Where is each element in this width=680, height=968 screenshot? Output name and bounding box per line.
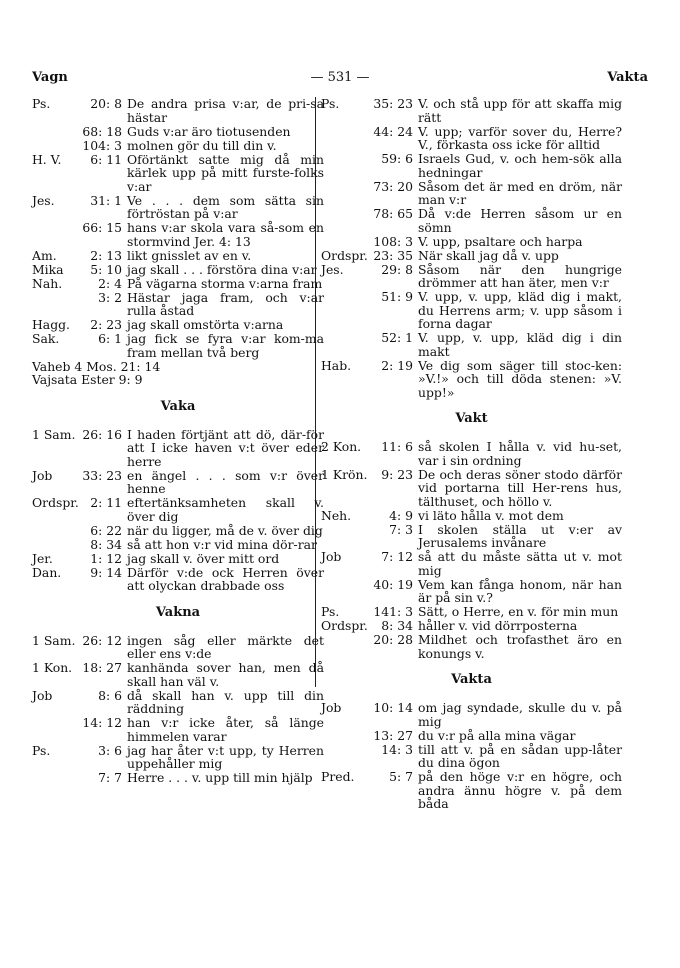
- verse-ref: 3: 2: [98, 289, 122, 305]
- book-abbrev: Job: [32, 467, 53, 483]
- concordance-entry: [321, 729, 622, 743]
- verse-ref: 2: 4: [98, 275, 122, 291]
- concordance-entry: [321, 97, 622, 124]
- book-abbrev: Ps.: [32, 96, 51, 111]
- concordance-entry: [32, 524, 324, 538]
- verse-ref: 10: 14: [373, 700, 413, 715]
- verse-ref: 2: 19: [381, 357, 413, 373]
- verse-text: Israels Gud, v. och hem-sök alla hedningar: [418, 151, 622, 180]
- verse-text: eftertänksamheten skall v. över dig: [127, 495, 324, 524]
- verse-text: kanhända sover han, men då skall han väl v.: [127, 660, 324, 689]
- verse-ref: 5: 7: [389, 769, 413, 784]
- verse-text: Såsom det är med en dröm, när man v:r: [418, 178, 622, 207]
- verse-text: håller v. vid dörrposterna: [418, 618, 578, 633]
- cross-references: [32, 360, 324, 387]
- verse-ref: 59: 6: [381, 151, 413, 166]
- verse-ref: 3: 6: [98, 742, 122, 758]
- concordance-entry: [321, 550, 622, 577]
- concordance-entry: [32, 125, 324, 139]
- concordance-entry: [32, 221, 324, 248]
- verse-ref: 8: 34: [381, 618, 413, 633]
- verse-ref: 40: 19: [373, 576, 413, 592]
- book-abbrev: Hagg.: [32, 317, 70, 332]
- verse-text: Ve dig som säger till stoc-ken: »V.!» och till döda stenen: »V. upp!»: [418, 357, 622, 400]
- concordance-entry: [321, 263, 622, 290]
- right-column: [321, 97, 622, 811]
- book-abbrev: Hab.: [321, 357, 352, 373]
- book-abbrev: 1 Sam.: [32, 426, 76, 442]
- concordance-entry: [321, 235, 622, 249]
- header-right-word: Vakta: [607, 70, 648, 85]
- verse-text: jag skall . . . förstöra dina v:ar: [127, 261, 317, 277]
- verse-ref: 7: 7: [98, 770, 122, 785]
- vakt-entries: [321, 440, 622, 660]
- vakna-continued-entries: [321, 97, 622, 399]
- concordance-entry: [32, 744, 324, 771]
- verse-ref: 23: 35: [373, 247, 413, 263]
- concordance-entry: [321, 701, 622, 728]
- concordance-entry: [321, 290, 622, 331]
- section-heading-vaka: Vaka: [160, 398, 196, 414]
- verse-text: Därför v:de ock Herren över att olyckan drabbade oss: [127, 564, 324, 593]
- book-abbrev: Nah.: [32, 275, 63, 291]
- verse-text: ingen såg eller märkte det eller ens v:de: [127, 632, 324, 661]
- verse-text: Sätt, o Herre, en v. för min mun: [418, 604, 619, 619]
- verse-ref: 73: 20: [373, 178, 413, 194]
- verse-ref: 6: 1: [98, 331, 122, 346]
- concordance-entry: [321, 125, 622, 152]
- verse-text: likt gnisslet av en v.: [127, 247, 252, 263]
- verse-text: jag skall v. över mitt ord: [127, 550, 280, 566]
- verse-ref: 2: 11: [90, 495, 122, 510]
- concordance-entry: [32, 469, 324, 496]
- verse-ref: 104: 3: [82, 137, 122, 153]
- verse-text: V. upp; varför sover du, Herre? V., förkasta oss icke för alltid: [418, 123, 622, 152]
- book-abbrev: Jes.: [32, 192, 55, 208]
- verse-ref: 108: 3: [373, 233, 413, 249]
- verse-ref: 2: 13: [90, 247, 122, 263]
- concordance-entry: [321, 633, 622, 660]
- verse-text: Mildhet och trofasthet äro en konungs v.: [418, 632, 622, 661]
- concordance-entry: [321, 331, 622, 358]
- concordance-entry: [32, 496, 324, 523]
- verse-text: jag fick se fyra v:ar kom-ma fram mellan två berg: [127, 331, 324, 360]
- book-abbrev: Ordspr.: [321, 247, 368, 263]
- verse-ref: 1: 12: [90, 550, 122, 566]
- verse-ref: 29: 8: [381, 261, 413, 277]
- verse-ref: 2: 23: [90, 317, 122, 332]
- concordance-entry: [321, 249, 622, 263]
- verse-text: så skolen I hålla v. vid hu-set, var i sin ordning: [418, 439, 622, 468]
- concordance-entry: [32, 263, 324, 277]
- concordance-entry: [32, 689, 324, 716]
- verse-text: Ve . . . dem som sätta sin förtröstan på v:ar: [127, 192, 324, 221]
- verse-text: Då v:de Herren såsom ur en sömn: [418, 206, 622, 235]
- concordance-entry: [32, 771, 324, 785]
- concordance-entry: [32, 538, 324, 552]
- verse-ref: 31: 1: [90, 192, 122, 208]
- concordance-entry: [32, 153, 324, 194]
- verse-ref: 4: 9: [389, 507, 413, 523]
- verse-text: Oförtänkt satte mig då min kärlek upp på mitt furste-folks v:ar: [127, 151, 324, 194]
- book-abbrev: Am.: [32, 247, 57, 263]
- verse-ref: 26: 16: [82, 426, 122, 442]
- verse-ref: 7: 3: [389, 521, 413, 537]
- concordance-entry: [321, 509, 622, 523]
- book-abbrev: Neh.: [321, 507, 352, 523]
- concordance-entry: [32, 552, 324, 566]
- verse-ref: 78: 65: [373, 206, 413, 221]
- verse-text: I haden förtjänt att dö, där-för att I icke haven v:t över eder herre: [127, 426, 324, 469]
- verse-text: Herre . . . v. upp till min hjälp: [127, 770, 313, 785]
- verse-ref: 66: 15: [82, 220, 122, 235]
- concordance-entry: [321, 440, 622, 467]
- verse-ref: 8: 34: [90, 536, 122, 552]
- verse-text: På vägarna storma v:arna fram: [127, 275, 323, 291]
- concordance-entry: [32, 249, 324, 263]
- vagn-entries: [32, 97, 324, 359]
- concordance-entry: [32, 634, 324, 661]
- verse-ref: 13: 27: [373, 727, 413, 743]
- vakta-entries: [321, 701, 622, 811]
- verse-ref: 9: 14: [90, 564, 122, 580]
- verse-text: Vem kan fånga honom, när han är på sin v.?: [418, 576, 622, 605]
- verse-ref: 8: 6: [98, 687, 122, 703]
- verse-ref: 11: 6: [381, 439, 413, 454]
- concordance-entry: [321, 605, 622, 619]
- book-abbrev: Ps.: [321, 604, 340, 619]
- verse-text: vi läto hålla v. mot dem: [418, 507, 564, 523]
- concordance-entry: [32, 139, 324, 153]
- concordance-entry: [32, 97, 324, 124]
- book-abbrev: Job: [321, 549, 342, 564]
- verse-text: jag skall omstörta v:arna: [127, 317, 284, 332]
- verse-text: Guds v:ar äro tiotusenden: [127, 123, 291, 139]
- section-heading-vakna: Vakna: [155, 604, 201, 620]
- concordance-entry: [32, 428, 324, 469]
- verse-text: De andra prisa v:ar, de pri-sa hästar: [127, 96, 324, 125]
- verse-text: om jag syndade, skulle du v. på mig: [418, 700, 622, 729]
- concordance-entry: [32, 332, 324, 359]
- book-abbrev: Job: [321, 700, 342, 715]
- verse-ref: 35: 23: [373, 96, 413, 111]
- verse-ref: 6: 11: [90, 151, 122, 167]
- concordance-entry: [321, 578, 622, 605]
- vaka-entries: [32, 428, 324, 593]
- section-heading-vakt: Vakt: [455, 411, 488, 426]
- concordance-entry: [321, 770, 622, 811]
- concordance-entry: [32, 566, 324, 593]
- verse-ref: 18: 27: [82, 660, 122, 675]
- verse-ref: 9: 23: [381, 466, 413, 482]
- verse-text: då skall han v. upp till din räddning: [127, 687, 324, 716]
- vakna-entries: [32, 634, 324, 785]
- verse-ref: 14: 12: [82, 715, 122, 730]
- concordance-entry: [321, 180, 622, 207]
- concordance-entry: [32, 194, 324, 221]
- book-abbrev: Pred.: [321, 769, 355, 784]
- verse-ref: 26: 12: [82, 632, 122, 648]
- verse-text: han v:r icke åter, så länge himmelen varar: [127, 715, 324, 744]
- verse-ref: 20: 28: [373, 632, 413, 647]
- book-abbrev: Sak.: [32, 331, 60, 346]
- verse-text: De och deras söner stodo därför vid portarna till Her-rens hus, tälthuset, och höllo v.: [418, 466, 622, 509]
- verse-text: så att du måste sätta ut v. mot mig: [418, 549, 622, 578]
- verse-text: Hästar jaga fram, och v:ar rulla åstad: [127, 289, 324, 318]
- verse-ref: 51: 9: [381, 289, 413, 304]
- verse-text: molnen gör du till din v.: [127, 137, 277, 153]
- cross-reference-line: Vaheb 4 Mos. 21: 14: [32, 358, 161, 374]
- verse-text: V. och stå upp för att skaffa mig rätt: [418, 96, 622, 125]
- book-abbrev: Jes.: [321, 261, 344, 277]
- verse-ref: 68: 18: [82, 123, 122, 139]
- concordance-entry: [321, 207, 622, 234]
- verse-text: V. upp, v. upp, kläd dig i makt, du Herrens arm; v. upp såsom i forna dagar: [418, 289, 622, 331]
- verse-ref: 52: 1: [381, 330, 413, 345]
- verse-text: V. upp, v. upp, kläd dig i din makt: [418, 330, 622, 359]
- verse-ref: 6: 22: [90, 522, 122, 538]
- verse-ref: 14: 3: [381, 741, 413, 757]
- header-left-word: Vagn: [32, 70, 68, 85]
- concordance-entry: [321, 468, 622, 509]
- verse-text: Såsom när den hungrige drömmer att han äter, men v:r: [418, 261, 622, 290]
- book-abbrev: Job: [32, 687, 53, 703]
- page-number: — 531 —: [310, 70, 370, 85]
- section-heading-vakta: Vakta: [451, 672, 492, 687]
- book-abbrev: 1 Kon.: [32, 660, 73, 675]
- book-abbrev: Ordspr.: [321, 618, 368, 633]
- book-abbrev: 1 Krön.: [321, 466, 368, 482]
- concordance-entry: [321, 152, 622, 179]
- verse-text: på den höge v:r en högre, och andra ännu högre v. på dem båda: [418, 769, 622, 811]
- verse-ref: 141: 3: [373, 604, 413, 619]
- book-abbrev: H. V.: [32, 151, 62, 167]
- book-abbrev: Dan.: [32, 564, 62, 580]
- concordance-entry: [321, 359, 622, 400]
- concordance-entry: [321, 619, 622, 633]
- verse-text: V. upp, psaltare och harpa: [418, 233, 583, 249]
- verse-text: till att v. på en sådan upp-låter du dina ögon: [418, 741, 622, 770]
- concordance-entry: [32, 661, 324, 688]
- book-abbrev: Mika: [32, 261, 64, 277]
- verse-text: hans v:ar skola vara så-som en stormvind Jer. 4: 13: [127, 220, 324, 249]
- verse-text: jag har åter v:t upp, ty Herren uppehåller mig: [127, 742, 324, 771]
- book-abbrev: Ps.: [32, 742, 51, 758]
- book-abbrev: Ordspr.: [32, 495, 79, 510]
- verse-text: när du ligger, må de v. över dig: [127, 522, 323, 538]
- concordance-entry: [32, 716, 324, 743]
- concordance-entry: [32, 277, 324, 291]
- verse-text: I skolen ställa ut v:er av Jerusalems invånare: [418, 521, 622, 550]
- cross-reference-line: Vajsata Ester 9: 9: [32, 372, 143, 387]
- concordance-entry: [32, 318, 324, 332]
- verse-text: så att hon v:r vid mina dör-rar: [127, 536, 317, 552]
- concordance-entry: [321, 523, 622, 550]
- book-abbrev: Jer.: [32, 550, 53, 566]
- verse-ref: 5: 10: [90, 261, 122, 277]
- book-abbrev: Ps.: [321, 96, 340, 111]
- book-abbrev: 2 Kon.: [321, 439, 362, 454]
- verse-ref: 44: 24: [373, 123, 413, 139]
- concordance-entry: [321, 743, 622, 770]
- verse-ref: 33: 23: [82, 467, 122, 483]
- verse-ref: 20: 8: [90, 96, 122, 111]
- verse-text: en ängel . . . som v:r över henne: [127, 467, 324, 496]
- book-abbrev: 1 Sam.: [32, 632, 76, 648]
- verse-text: du v:r på alla mina vägar: [418, 727, 576, 743]
- verse-ref: 7: 12: [381, 549, 413, 564]
- verse-text: När skall jag då v. upp: [418, 247, 559, 263]
- left-column: [32, 97, 324, 785]
- concordance-entry: [32, 291, 324, 318]
